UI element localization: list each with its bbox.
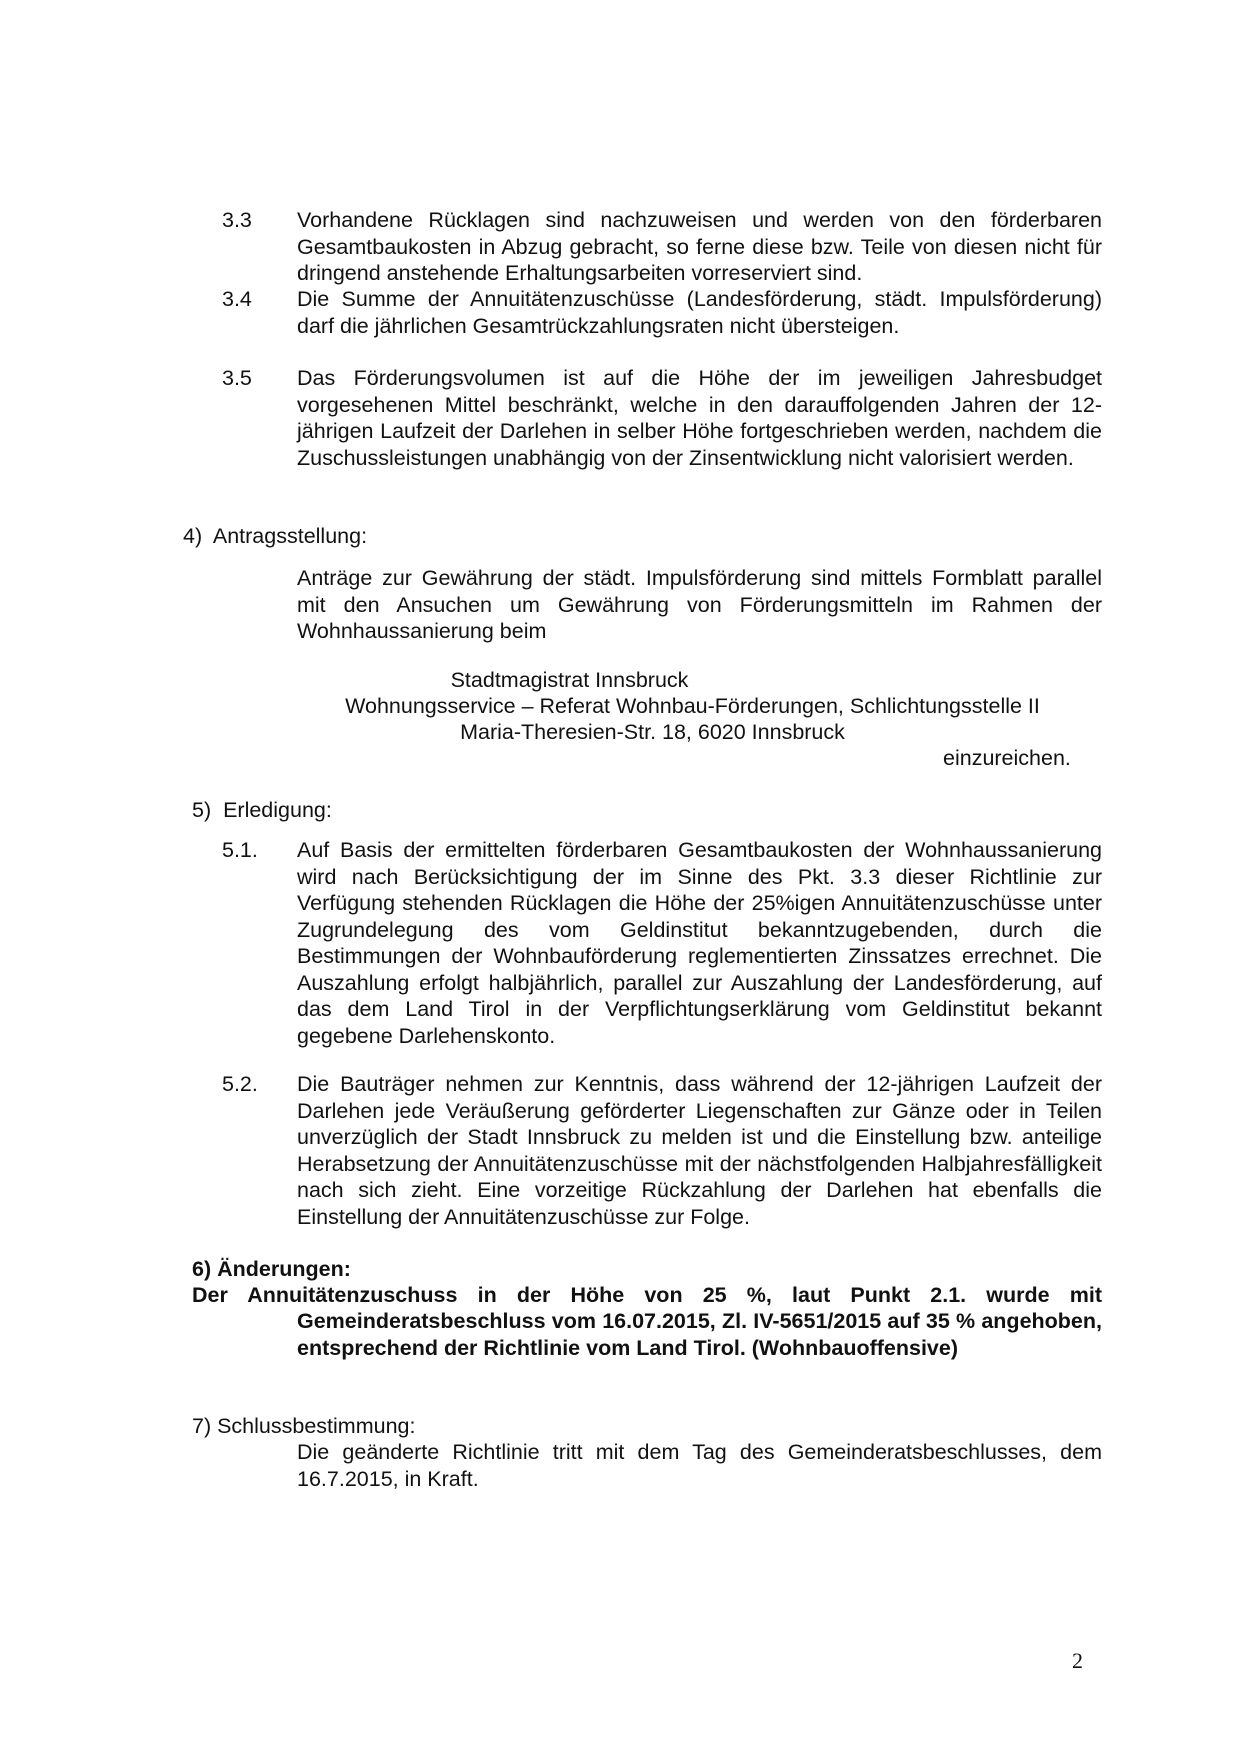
section-6-heading: 6) Änderungen: (192, 1257, 351, 1281)
item-number: 3.4 (222, 287, 252, 311)
address-line-3: Maria-Theresien-Str. 18, 6020 Innsbruck (460, 720, 845, 744)
item-text: Auf Basis der ermittelten förderbaren Gesamtbaukosten der Wohnhaussanierung wird nach Berücksichtigung der im Sinne des Pkt. 3.3 dieser Richtlinie zur Verfügung stehenden Rücklagen die Höhe der 25%igen Annuitätenzuschüsse unter Zugrundelegung des vom Geldinstitut bekanntzugebenden, durch die Bestimmungen der Wohnbauförderung reglementierten Zinssatzes errechnet. Die Auszahlung erfolgt halbjährlich, parallel zur Auszahlung der Landesförderung, auf das dem Land Tirol in der Verpflichtungserklärung vom Geldinstitut bekannt gegebene Darlehenskonto. (297, 838, 1102, 1048)
section-7-text: Die geänderte Richtlinie tritt mit dem Tag des Gemeinderatsbeschlusses, dem 16.7.2015, in Kraft. (297, 1440, 1102, 1491)
section-5-heading: 5) Erledigung: (192, 798, 332, 822)
section-6-line-1 (192, 1282, 1102, 1309)
section-6-rest: Gemeinderatsbeschluss vom 16.07.2015, Zl. IV-5651/2015 auf 35 % angehoben, entsprechend der Richtlinie vom Land Tirol. (Wohnbauoffensive) (297, 1309, 1102, 1360)
section-4-text: Anträge zur Gewährung der städt. Impulsförderung sind mittels Formblatt parallel mit den Ansuchen um Gewährung von Förderungsmitteln im Rahmen der Wohnhaussanierung beim (297, 566, 1102, 643)
section-6-line-1-text: Der Annuitätenzuschuss in der Höhe von 25 %, laut Punkt 2.1. wurde mit (192, 1283, 1102, 1307)
item-text: Die Bauträger nehmen zur Kenntnis, dass während der 12-jährigen Laufzeit der Darlehen jede Veräußerung geförderter Liegenschaften zur Gänze oder in Teilen unverzüglich der Stadt Innsbruck zu melden ist und die Einstellung bzw. anteilige Herabsetzung der Annuitätenzuschüsse mit der nächstfolgenden Halbjahresfälligkeit nach sich zieht. Eine vorzeitige Rückzahlung der Darlehen hat ebenfalls die Einstellung der Annuitätenzuschüsse zur Folge. (297, 1072, 1102, 1229)
page-number: 2 (1072, 1648, 1083, 1673)
section-4-closing: einzureichen. (943, 746, 1071, 770)
address-line-2: Wohnungsservice – Referat Wohnbau-Förderungen, Schlichtungsstelle II (345, 694, 1040, 718)
item-text: Die Summe der Annuitätenzuschüsse (Landesförderung, städt. Impulsförderung) darf die jährlichen Gesamtrückzahlungsraten nicht übersteigen. (297, 287, 1102, 338)
item-number: 3.5 (222, 366, 252, 390)
section-4-heading: 4) Antragsstellung: (183, 524, 368, 548)
item-text: Vorhandene Rücklagen sind nachzuweisen und werden von den förderbaren Gesamtbaukosten in Abzug gebracht, so ferne diese bzw. Teile von diesen nicht für dringend anstehende Erhaltungsarbeiten vorreserviert sind. (297, 208, 1102, 285)
section-7-heading: 7) Schlussbestimmung: (192, 1414, 416, 1438)
item-text: Das Förderungsvolumen ist auf die Höhe der im jeweiligen Jahresbudget vorgesehenen Mittel beschränkt, welche in den darauffolgenden Jahren der 12-jährigen Laufzeit der Darlehen in selber Höhe fortgeschrieben werden, nachdem die Zuschussleistungen unabhängig von der Zinsentwicklung nicht valorisiert werden. (297, 366, 1102, 470)
item-number: 3.3 (222, 208, 252, 232)
item-number: 5.1. (222, 838, 258, 862)
address-line-1: Stadtmagistrat Innsbruck (450, 668, 689, 692)
item-number: 5.2. (222, 1072, 258, 1096)
